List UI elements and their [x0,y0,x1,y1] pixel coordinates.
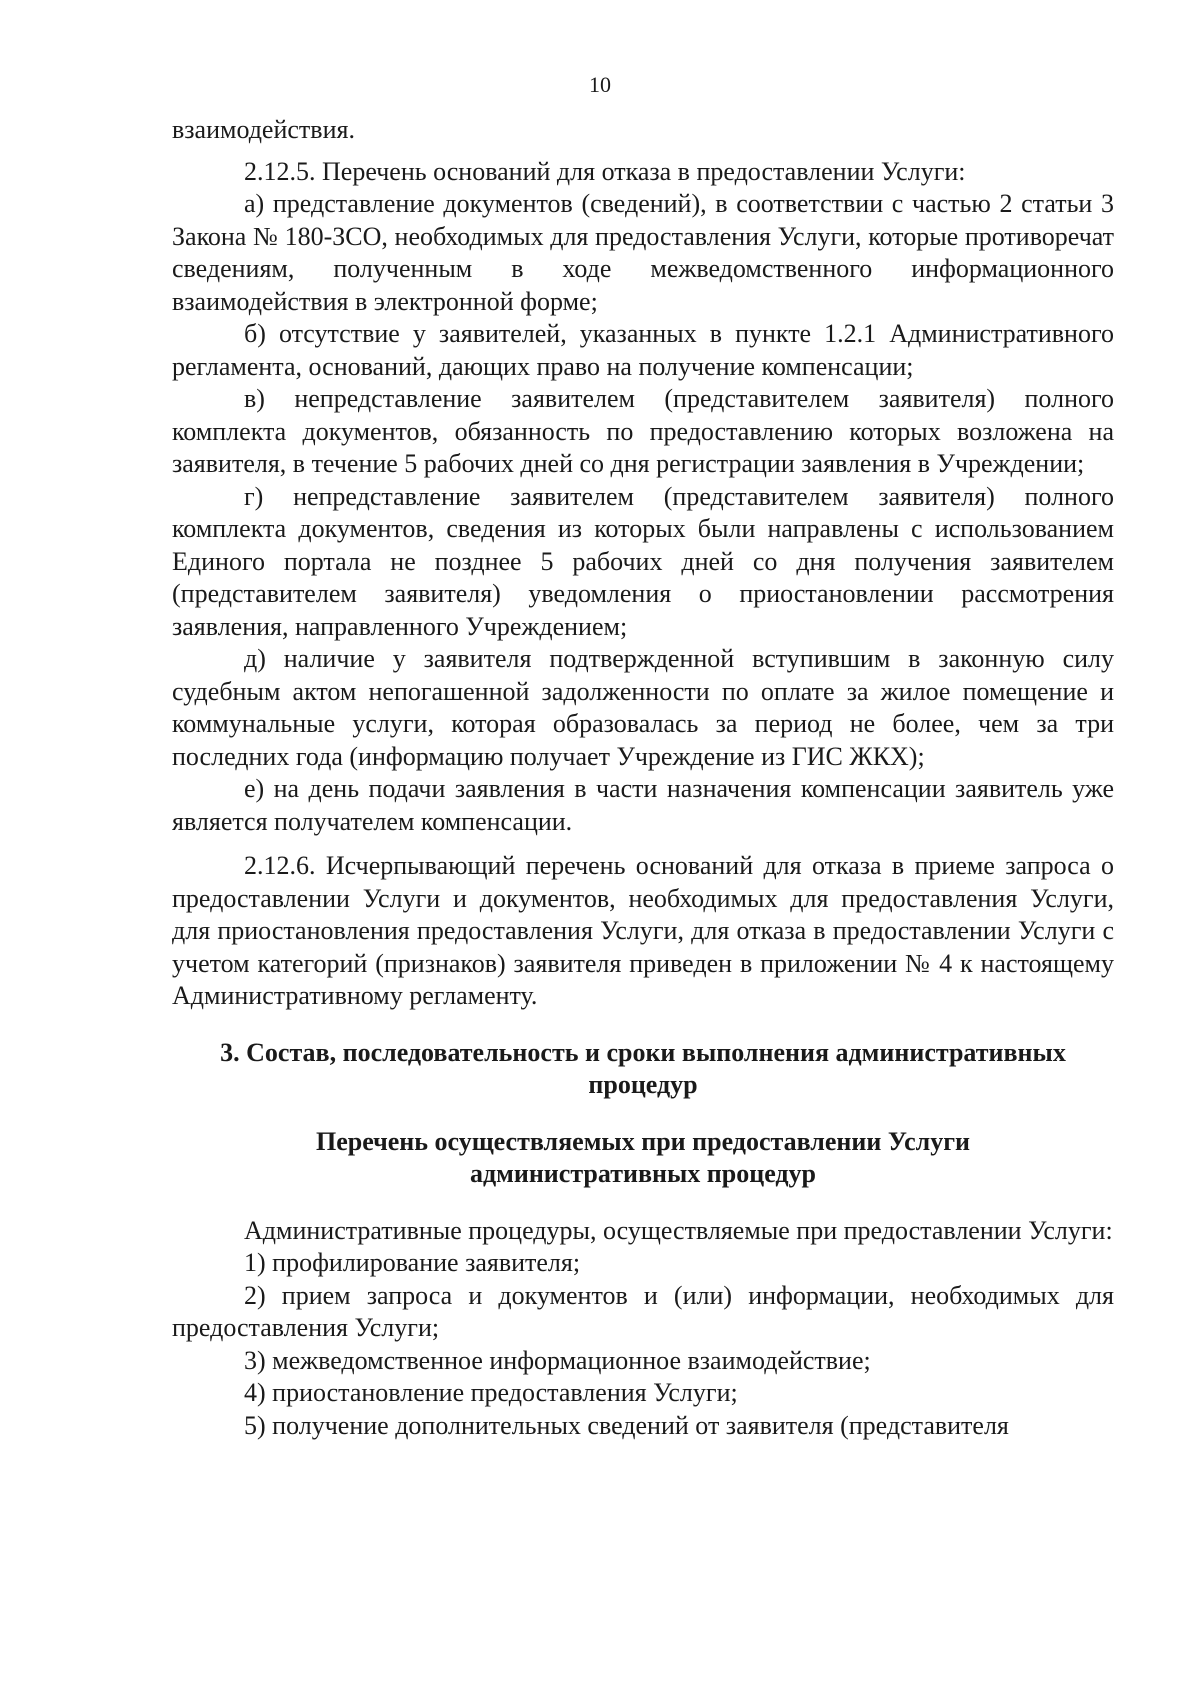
procedure-item-4: 4) приостановление предоставления Услуги; [244,1378,738,1407]
section-heading-line-2: процедур [588,1070,698,1099]
list-item-d: д) наличие у заявителя подтвержденной вступившим в законную силу судебным актом непогашенной задолженности по оплате за жилое помещение и коммунальные услуги, которая образовалась за период не более, чем за три последних года (информацию получает Учреждение из ГИС ЖКХ); [172,644,1114,771]
procedure-item-1: 1) профилирование заявителя; [244,1248,581,1277]
list-item-e: е) на день подачи заявления в части назначения компенсации заявитель уже является получателем компенсации. [172,774,1114,836]
list-item-a: а) представление документов (сведений), в соответствии с частью 2 статьи 3 Закона № 180-ЗСО, необходимых для предоставления Услуги, которые противоречат сведениям, полученным в ходе межведомственного информационного взаимодействия в электронной форме; [172,189,1114,316]
section-heading [172,1037,1114,1102]
sub-heading-line-2: административных процедур [469,1159,817,1188]
page-number: 10 [589,72,611,97]
paragraph-continuation: взаимодействия. [172,115,355,144]
sub-heading [172,1126,1114,1191]
paragraph-procedures-intro: Административные процедуры, осуществляемые при предоставлении Услуги: [244,1215,1113,1245]
paragraph-2-12-5-title: 2.12.5. Перечень оснований для отказа в предоставлении Услуги: [244,156,966,186]
procedure-item-2: 2) прием запроса и документов и (или) информации, необходимых для предоставления Услуги; [172,1280,1114,1342]
section-heading-line-1: 3. Состав, последовательность и сроки выполнения административных [220,1037,1066,1067]
list-item-b: б) отсутствие у заявителей, указанных в пункте 1.2.1 Административного регламента, оснований, дающих право на получение компенсации; [172,319,1114,381]
procedure-item-3: 3) межведомственное информационное взаимодействие; [244,1345,871,1375]
sub-heading-line-1: Перечень осуществляемых при предоставлении Услуги [315,1126,971,1156]
list-item-v: в) непредставление заявителем (представителем заявителя) полного комплекта документов, обязанность по предоставлению которых возложена на заявителя, в течение 5 рабочих дней со дня регистрации заявления в Учреждении; [172,384,1114,478]
list-item-g: г) непредставление заявителем (представителем заявителя) полного комплекта документов, сведения из которых были направлены с использованием Единого портала не позднее 5 рабочих дней со дня получения заявителем (представителем заявителя) уведомления о приостановлении рассмотрения заявления, направленного Учреждением; [172,481,1114,641]
procedure-item-5: 5) получение дополнительных сведений от заявителя (представителя [244,1410,1009,1440]
paragraph-2-12-6: 2.12.6. Исчерпывающий перечень оснований для отказа в приеме запроса о предоставлении Услуги и документов, необходимых для предоставления Услуги, для приостановления предоставления Услуги, для отказа в предоставлении Услуги с учетом категорий (признаков) заявителя приведен в приложении № 4 к настоящему Административному регламенту. [172,851,1114,1010]
document-body [172,114,1114,1442]
